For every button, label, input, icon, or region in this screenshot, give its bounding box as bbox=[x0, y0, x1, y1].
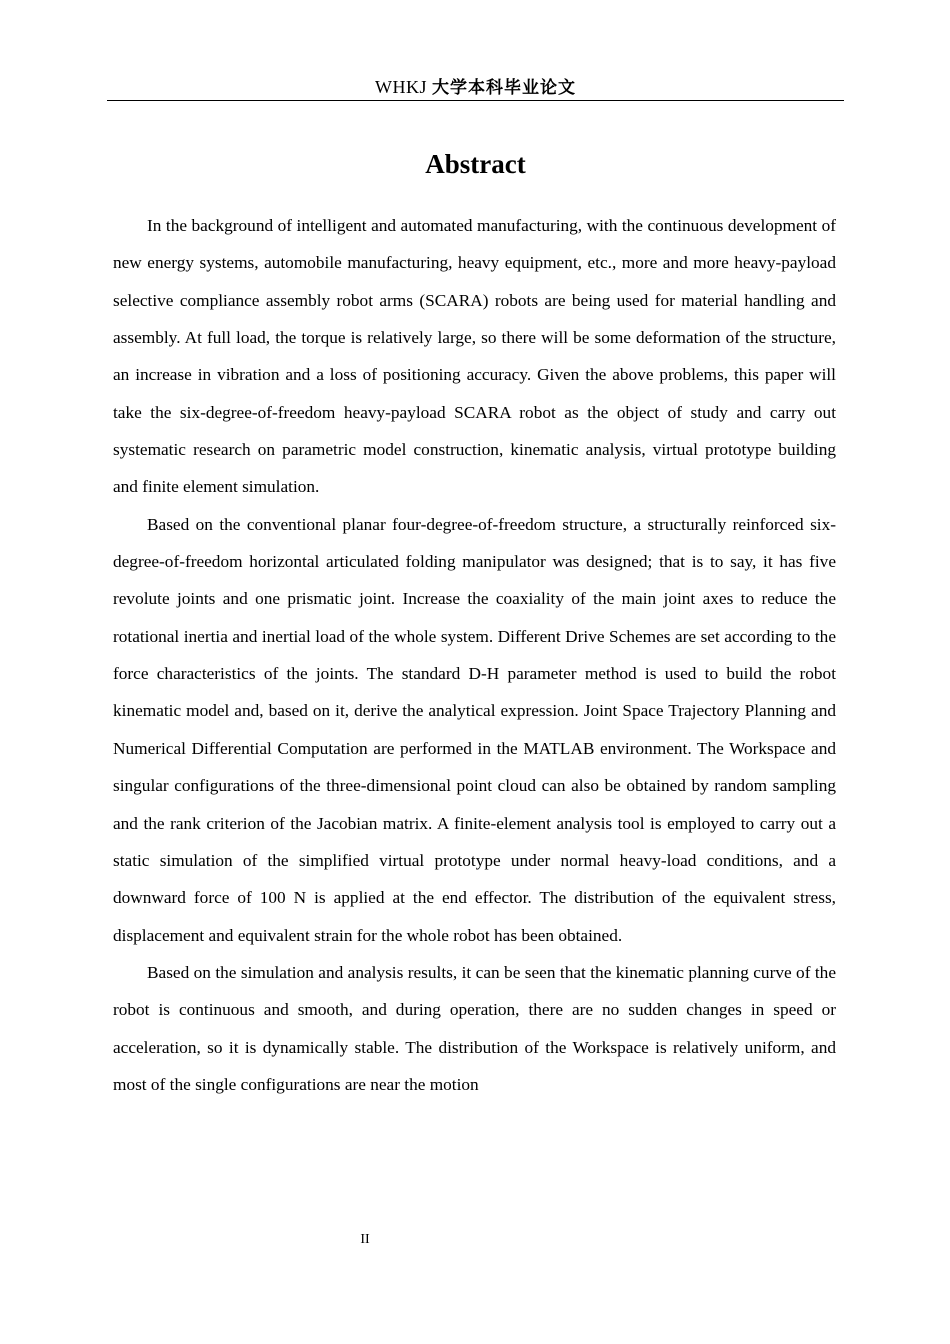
running-header bbox=[107, 74, 844, 100]
abstract-body bbox=[113, 207, 836, 1103]
header-latin-text: WHKJ bbox=[375, 77, 432, 97]
page-title: Abstract bbox=[425, 149, 526, 179]
header-divider bbox=[107, 100, 844, 101]
header-chinese-text: 大学本科毕业论文 bbox=[432, 78, 576, 98]
abstract-paragraph-1: In the background of intelligent and automated manufacturing, with the continuous development of new energy systems, automobile manufacturing, heavy equipment, etc., more and more heavy-payload selective compliance assembly robot arms (SCARA) robots are being used for material handling and assembly. At full load, the torque is relatively large, so there will be some deformation of the structure, an increase in vibration and a loss of positioning accuracy. Given the above problems, this paper will take the six-degree-of-freedom heavy-payload SCARA robot as the object of study and carry out systematic research on parametric model construction, kinematic analysis, virtual prototype building and finite element simulation. bbox=[113, 216, 836, 497]
abstract-paragraph-3: Based on the simulation and analysis results, it can be seen that the kinematic planning curve of the robot is continuous and smooth, and during operation, there are no sudden changes in speed or acceleration, so it is dynamically stable. The distribution of the Workspace is relatively uniform, and most of the single configurations are near the motion bbox=[113, 962, 836, 1094]
abstract-paragraph-2: Based on the conventional planar four-degree-of-freedom structure, a structurally reinforced six-degree-of-freedom horizontal articulated folding manipulator was designed; that is to say, it has five revolute joints and one prismatic joint. Increase the coaxiality of the main joint axes to reduce the rotational inertia and inertial load of the whole system. Different Drive Schemes are set according to the force characteristics of the joints. The standard D-H parameter method is used to build the robot kinematic model and, based on it, derive the analytical expression. Joint Space Trajectory Planning and Numerical Differential Computation are performed in the MATLAB environment. The Workspace and singular configurations of the three-dimensional point cloud can also be obtained by random sampling and the rank criterion of the Jacobian matrix. A finite-element analysis tool is employed to carry out a static simulation of the simplified virtual prototype under normal heavy-load conditions, and a downward force of 100 N is applied at the end effector. The distribution of the equivalent stress, displacement and equivalent strain for the whole robot has been obtained. bbox=[113, 514, 836, 945]
page-number: II bbox=[360, 1232, 370, 1247]
